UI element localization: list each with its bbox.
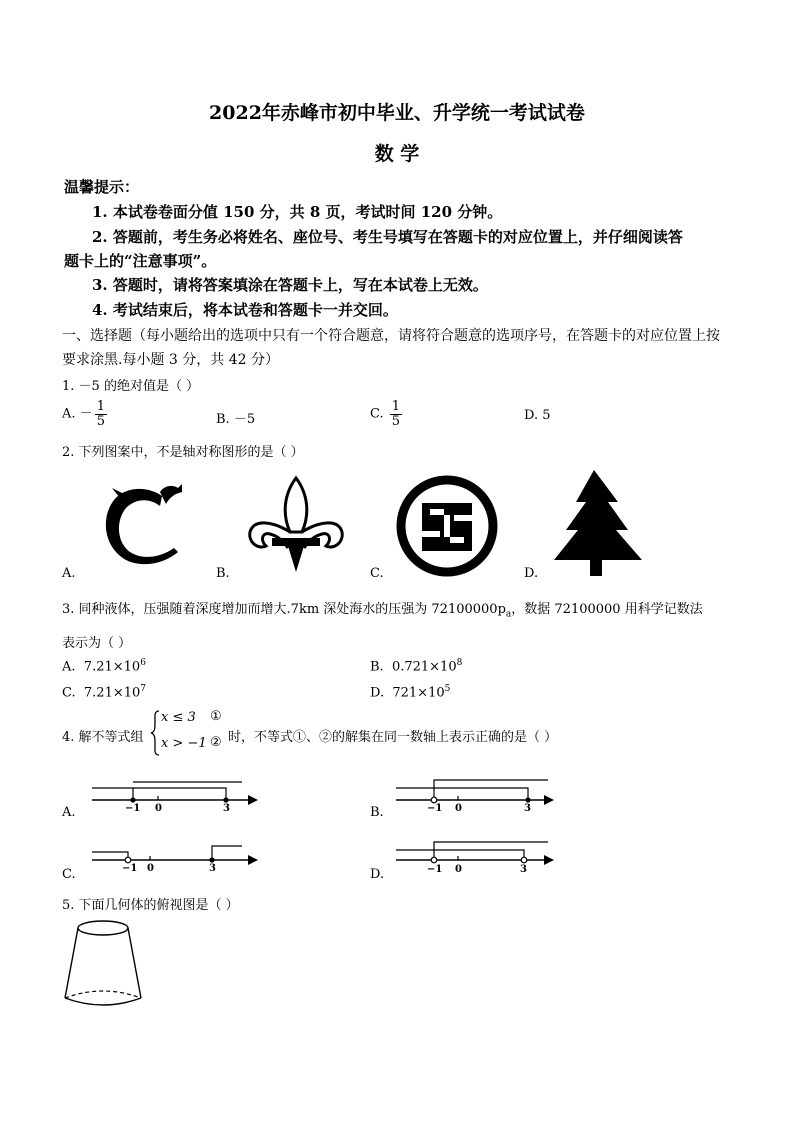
numerator: 1: [391, 399, 401, 414]
q4-option-a-label: A.: [62, 805, 76, 820]
exam-title: 2022年赤峰市初中毕业、升学统一考试试卷: [209, 102, 585, 124]
system-brace: [150, 710, 160, 756]
q4-stem-pre: 4. 解不等式组: [62, 730, 144, 745]
number-line-c: [90, 842, 260, 872]
inequality-2: x > −1: [161, 736, 207, 751]
tip-item: 1. 本试卷卷面分值 150 分，共 8 页，考试时间 120 分钟。: [92, 203, 503, 221]
number-line-d: [394, 838, 560, 872]
tick-label: −1: [125, 803, 141, 814]
q3-option-d: [370, 684, 450, 700]
q3-stem-pre: 3. 同种液体，压强随着深度增加而增大.7km 深处海水的压强为 72100000: [62, 602, 498, 617]
q2-option-d-label: D.: [524, 566, 539, 581]
inequality-2-mark: ②: [210, 735, 222, 750]
tick-label: 3: [209, 863, 216, 874]
q2-option-c-label: C.: [370, 566, 384, 581]
denominator: 5: [391, 413, 401, 429]
q5-stem: 5. 下面几何体的俯视图是（ ）: [62, 898, 239, 913]
tick-label: 3: [524, 803, 531, 814]
pressure-unit-sub: a: [505, 609, 512, 620]
option-label: C.: [370, 406, 384, 422]
q2-option-b-label: B.: [216, 566, 230, 581]
q3-option-b: [370, 658, 462, 674]
q2-option-a-label: A.: [62, 566, 76, 581]
denominator: 5: [96, 413, 105, 429]
q3-option-c: [62, 684, 146, 700]
q3-stem-post: ，数据 72100000 用科学记数法: [511, 602, 703, 617]
fraction: [390, 400, 402, 428]
option-exp: 6: [140, 658, 146, 668]
q3-option-a: [62, 658, 146, 674]
numerator: 1: [96, 399, 105, 414]
tip-item: 题卡上的“注意事项”。: [64, 252, 217, 270]
option-exp: 8: [456, 658, 463, 668]
tick-label: −1: [427, 864, 443, 875]
q2-stem: 2. 下列图案中，不是轴对称图形的是（ ）: [62, 445, 304, 460]
q1-option-c: [370, 400, 402, 428]
tick-label: 0: [147, 863, 154, 874]
tick-label: 0: [155, 803, 162, 814]
q4-option-b-label: B.: [370, 805, 384, 820]
option-base: 0.721×10: [391, 659, 457, 675]
q1-stem: 1. －5 的绝对值是（ ）: [62, 379, 200, 394]
q3-stem: [62, 598, 703, 620]
q1-option-d: D. 5: [524, 408, 551, 423]
pressure-unit: p: [497, 602, 506, 617]
option-label: A.: [62, 659, 76, 675]
inequality-1-mark: ①: [210, 709, 222, 724]
tip-item: 2. 答题前，考生务必将姓名、座位号、考生号填写在答题卡的对应位置上，并仔细阅读答: [92, 228, 683, 246]
tip-item: 3. 答题时，请将答案填涂在答题卡上，写在本试卷上无效。: [92, 276, 488, 294]
option-label: C.: [62, 685, 76, 701]
option-base: 7.21×10: [83, 659, 141, 675]
bank-logo-figure: [396, 475, 498, 577]
dragon-c-figure: [90, 478, 190, 570]
tick-label: 0: [455, 803, 462, 814]
subject-title: 数 学: [374, 143, 420, 165]
option-label: B.: [370, 659, 384, 675]
tick-label: −1: [427, 803, 443, 814]
tick-label: −1: [122, 863, 138, 874]
q1-option-a: [62, 400, 107, 428]
fleur-de-lis-figure: [244, 474, 348, 576]
tick-label: 0: [455, 864, 462, 875]
option-base: 7.21×10: [83, 685, 141, 701]
q4-stem-post: 时，不等式①、②的解集在同一数轴上表示正确的是（ ）: [228, 730, 558, 745]
fraction: [95, 400, 107, 428]
pine-tree-figure: [548, 468, 648, 578]
tips-heading: 温馨提示：: [64, 178, 140, 196]
tick-label: 3: [520, 864, 527, 875]
q1-option-b: B. －5: [216, 412, 256, 427]
option-label: D.: [370, 685, 385, 701]
q3-stem-line2: 表示为（ ）: [62, 636, 132, 651]
minus-sign: －: [79, 406, 93, 422]
number-line-b: [394, 776, 560, 818]
section-heading-cont: 要求涂黑.每小题 3 分，共 42 分）: [62, 352, 279, 368]
number-line-a: [90, 778, 260, 820]
tick-label: 3: [223, 803, 230, 814]
option-base: 721×10: [392, 685, 445, 701]
section-heading: 一、选择题（每小题给出的选项中只有一个符合题意，请将符合题意的选项序号，在答题卡的对应位置上按: [62, 328, 720, 344]
tip-item: 4. 考试结束后，将本试卷和答题卡一并交回。: [92, 301, 398, 319]
option-exp: 5: [444, 684, 451, 694]
inequality-1: x ≤ 3: [161, 710, 196, 725]
q4-option-c-label: C.: [62, 867, 76, 882]
frustum-figure: [62, 918, 144, 1010]
option-exp: 7: [140, 684, 147, 694]
option-label: A.: [62, 406, 76, 422]
q4-option-d-label: D.: [370, 867, 385, 882]
